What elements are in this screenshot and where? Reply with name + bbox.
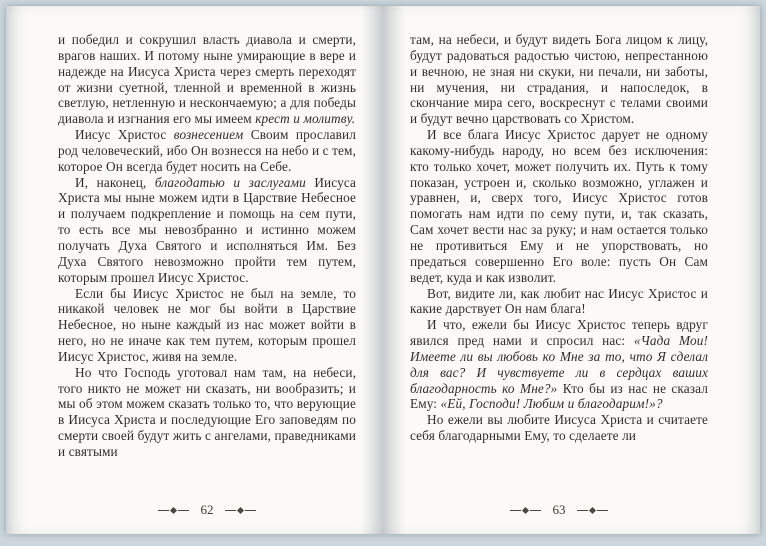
paragraph-segment: И что, ежели бы Иисус Христос теперь вдруг явился пред нами и спросил нас:: [410, 317, 708, 349]
paragraph: [410, 286, 708, 318]
paragraph: [58, 127, 356, 175]
right-page-text: [410, 32, 708, 444]
paragraph-segment: И все блага Иисус Христос дарует не одному какому-нибудь народу, но всем без исключения: кто только хочет, может получить их. Путь к тому показан, устроен и, сколько возможно, углажен и уравнен, и, сверх того, Иисус Христос готов помогать нам идти по сему пути, и, так сказать, Сам хочет вести нас за руку; и нам остается только не противиться Ему и не упорствовать, но предаться совершенно Его воле: пусть Он Сам ведет, куда и как изволит.: [410, 127, 708, 285]
paragraph-segment: Своим прославил род человеческий, ибо Он вознесся на небо и с тем, которое Он всегда будет носить на Себе.: [58, 127, 356, 174]
left-page-footer: [58, 502, 356, 518]
paragraph: [58, 32, 356, 127]
paragraph-segment: Иисус Христос: [75, 127, 174, 143]
paragraph-segment: Но что Господь уготовал нам там, на небеси, того никто не может ни сказать, ни вообразить; и мы об этом можем сказать только то, что верующие в Иисуса Христа и последующие Его заповедям по смерти своей будут жить с ангелами, праведниками и святыми: [58, 364, 356, 459]
diamond-flourish-icon: [225, 508, 256, 513]
paragraph: [410, 127, 708, 285]
paragraph: [58, 175, 356, 286]
paragraph: [58, 365, 356, 460]
paragraph-segment: там, на небеси, и будут видеть Бога лицом к лицу, будут радоваться радостью чистою, непрестанною и вечною, не зная ни скуки, ни печали, ни заботы, ни мучения, ни страдания, и напоследок, в скончание мира сего, воскреснут с телами своими и будут вечно царствовать со Христом.: [410, 32, 708, 127]
right-page-number: 63: [552, 502, 566, 517]
book-spread: [6, 6, 760, 534]
paragraph-segment-italic: крест и молитву.: [255, 111, 356, 127]
diamond-flourish-icon: [577, 508, 608, 513]
left-page: [6, 6, 383, 534]
right-page: [383, 6, 760, 534]
paragraph: [410, 317, 708, 412]
paragraph-segment-italic: «Чада Мои! Имеете ли вы любовь ко Мне за то, что Я сделал для вас? И чувствуете ли в сердцах ваших благодарность ко Мне?»: [410, 333, 708, 396]
paragraph-segment: И, наконец,: [75, 174, 155, 190]
right-page-footer: [410, 502, 708, 518]
paragraph-segment: Кто бы из нас не сказал Ему:: [410, 380, 708, 412]
paragraph: [410, 32, 708, 127]
paragraph: [58, 286, 356, 365]
paragraph-segment-italic: вознесением: [173, 127, 244, 143]
paragraph-segment: и победил и сокрушил власть диавола и смерти, врагов наших. И потому ныне умирающие в вере и надежде на Иисуса Христа через смерть переходят от жизни суетной, тленной и временной в жизнь светлую, нетленную и нескончаемую; а для победы диавола и изгнания его мы имеем: [58, 32, 356, 127]
paragraph-segment-italic: «Ей, Господи! Любим и благодарим!»?: [440, 396, 663, 412]
left-page-text: [58, 32, 356, 460]
diamond-flourish-icon: [158, 508, 189, 513]
paragraph-segment: Вот, видите ли, как любит нас Иисус Христос и какие дарствует Он нам блага!: [410, 285, 708, 317]
paragraph: [410, 412, 708, 444]
paragraph-segment: Иисуса Христа мы ныне можем идти в Царствие Небесное и получаем подкрепление и помощь на сем пути, то есть все мы невозбранно и истинно можем получать Духа Святого и исполняться Им. Без Духа Святого невозможно пройти тем путем, которым прошел Иисус Христос.: [58, 174, 357, 285]
left-page-number: 62: [200, 502, 214, 517]
paragraph-segment-italic: благодатью и заслугами: [154, 174, 306, 190]
diamond-flourish-icon: [510, 508, 541, 513]
paragraph-segment: Но ежели вы любите Иисуса Христа и считаете себя благодарными Ему, то сделаете ли: [410, 412, 708, 444]
paragraph-segment: Если бы Иисус Христос не был на земле, то никакой человек не мог бы войти в Царствие Небесное, но ныне каждый из нас может войти в него, но не иначе как тем путем, которым прошел Иисус Христос, живя на земле.: [58, 285, 356, 364]
